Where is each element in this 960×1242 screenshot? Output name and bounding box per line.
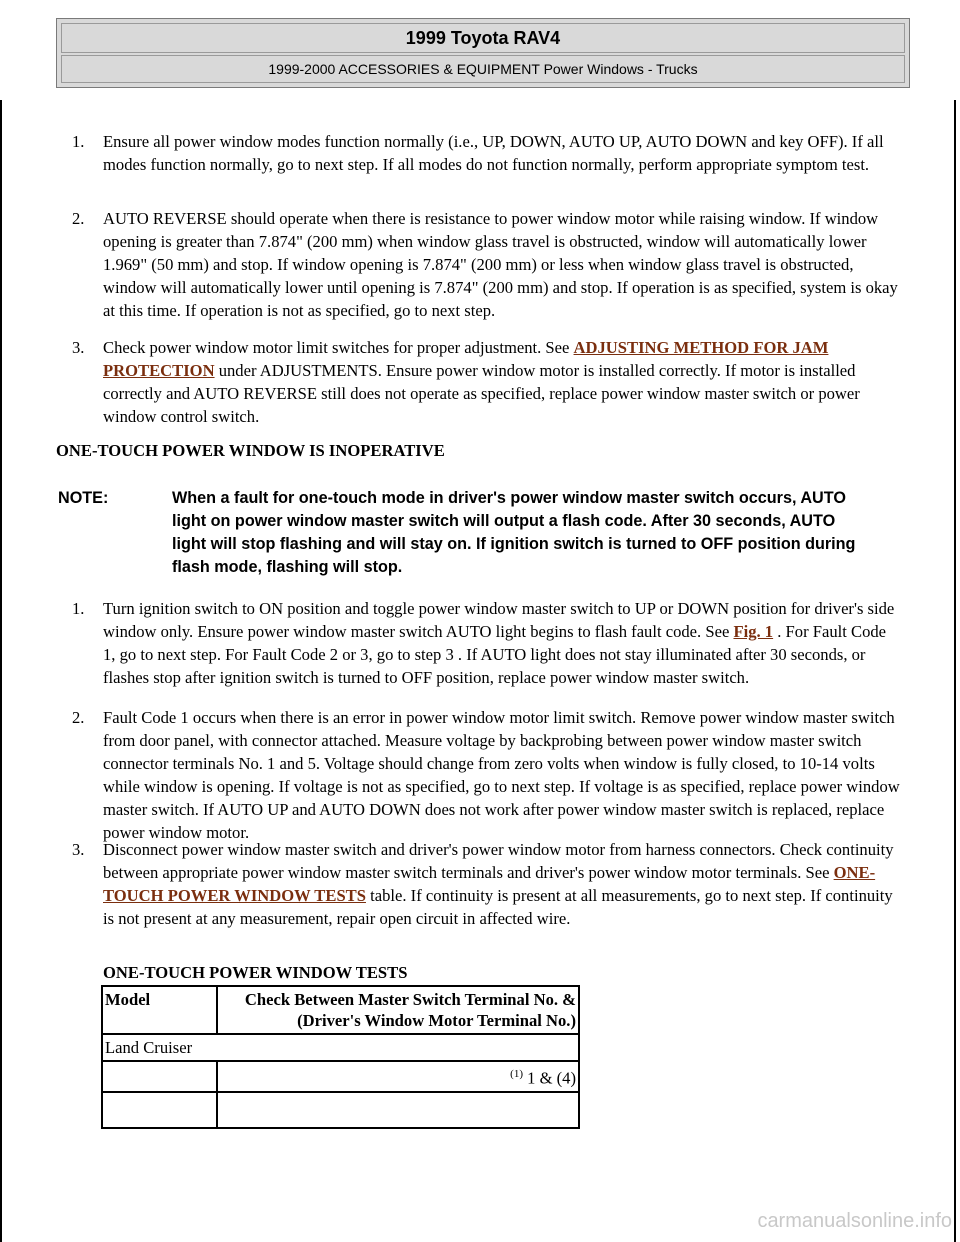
- step-text-post: under ADJUSTMENTS. Ensure power window motor is installed correctly. If motor is installed correctly and AUTO REVERSE still does not operate as specified, replace power window master switch or power window control switch.: [103, 361, 860, 426]
- step-number: 3.: [72, 840, 85, 859]
- step-number: 1.: [72, 132, 85, 151]
- table-cell-empty: [102, 1092, 217, 1128]
- one-touch-tests-table: [101, 985, 580, 1129]
- table-cell-value: [217, 1061, 579, 1092]
- step-text: [103, 838, 902, 930]
- table-cell-empty: [217, 1092, 579, 1128]
- step-text: Ensure all power window modes function normally (i.e., UP, DOWN, AUTO UP, AUTO DOWN and key OFF). If all modes function normally, go to next step. If all modes do not function normally, perform appropriate symptom test.: [103, 132, 884, 174]
- link-fig-1[interactable]: Fig. 1: [733, 622, 774, 641]
- link-adjusting-method[interactable]: ADJUSTING METHOD FOR JAM PROTECTION: [103, 338, 829, 380]
- table-header-row: [102, 986, 579, 1034]
- table-row: [102, 1092, 579, 1128]
- step-number: 3.: [72, 338, 85, 357]
- list-item: [72, 597, 902, 689]
- list-item: [72, 207, 902, 322]
- step-text-pre: Check power window motor limit switches for proper adjustment. See: [103, 338, 574, 357]
- header-title: 1999 Toyota RAV4: [61, 23, 905, 53]
- step-text-post: . For Fault Code 1, go to next step. For Fault Code 2 or 3, go to step 3 . If AUTO light does not stay illuminated after 30 seconds, or flashes stop after ignition switch is turned to OFF position, replace power window master switch.: [103, 622, 887, 687]
- table-cell-model: Land Cruiser: [102, 1034, 579, 1061]
- note-text: When a fault for one-touch mode in driver's power window master switch occurs, AUTO light on power window master switch will output a flash code. After 30 seconds, AUTO light will stop flashing and will stay on. If ignition switch is turned to OFF position during flash mode, flashing will stop.: [172, 489, 856, 576]
- list-item: [72, 706, 902, 844]
- table-row: [102, 1061, 579, 1092]
- step-text: [103, 597, 902, 689]
- page-border-left: [0, 100, 2, 1242]
- table-cell-empty: [102, 1061, 217, 1092]
- column-header-model: Model: [102, 986, 217, 1034]
- footnote-marker: (1): [510, 1068, 523, 1080]
- step-number: 2.: [72, 209, 85, 228]
- step-text-post: table. If continuity is present at all measurements, go to next step. If continuity is not present at any measurement, repair open circuit in affected wire.: [103, 886, 893, 928]
- table-row: [102, 1034, 579, 1061]
- list-item: [72, 130, 902, 176]
- step-text: Fault Code 1 occurs when there is an error in power window motor limit switch. Remove power window master switch from door panel, with connector attached. Measure voltage by backprobing between power window master switch connector terminals No. 1 and 5. Voltage should change from zero volts when window is fully closed, to 10-14 volts while window is opening. If voltage is not as specified, go to next step. If voltage is as specified, replace power window master switch. If AUTO UP and AUTO DOWN does not work after power window master switch is replaced, replace power window motor.: [103, 708, 900, 842]
- note-box: [58, 487, 918, 579]
- step-number: 2.: [72, 708, 85, 727]
- step-text-pre: Turn ignition switch to ON position and toggle power window master switch to UP or DOWN position for driver's side window only. Ensure power window master switch AUTO light begins to flash fault code. See: [103, 599, 895, 641]
- step-text-pre: Disconnect power window master switch and driver's power window motor from harness connectors. Check continuity between appropriate power window master switch terminals and driver's power window motor terminals. See: [103, 840, 894, 882]
- note-label: NOTE:: [58, 489, 109, 507]
- step-text: AUTO REVERSE should operate when there is resistance to power window motor while raising window. If window opening is greater than 7.874" (200 mm) when window glass travel is obstructed, window will automatically lower 1.969" (50 mm) and stop. If window opening is 7.874" (200 mm) or less when window glass travel is obstructed, window will automatically lower until opening is 7.874" (200 mm) and stop. If operation is as specified, system is okay at this time. If operation is not as specified, go to next step.: [103, 209, 898, 320]
- page-header: [56, 18, 910, 88]
- page-border-right: [954, 100, 956, 1242]
- link-one-touch-tests[interactable]: ONE-TOUCH POWER WINDOW TESTS: [103, 863, 876, 905]
- column-header-check: Check Between Master Switch Terminal No. & (Driver's Window Motor Terminal No.): [217, 986, 579, 1034]
- list-item: [72, 336, 902, 428]
- table-title: ONE-TOUCH POWER WINDOW TESTS: [103, 963, 408, 982]
- list-item: [72, 838, 902, 930]
- terminal-pair: 1 & (4): [527, 1068, 576, 1088]
- header-subtitle: 1999-2000 ACCESSORIES & EQUIPMENT Power Windows - Trucks: [61, 55, 905, 83]
- step-number: 1.: [72, 599, 85, 618]
- watermark-footer: carmanualsonline.info: [757, 1210, 952, 1232]
- section-title: ONE-TOUCH POWER WINDOW IS INOPERATIVE: [56, 441, 445, 460]
- step-text: [103, 336, 902, 428]
